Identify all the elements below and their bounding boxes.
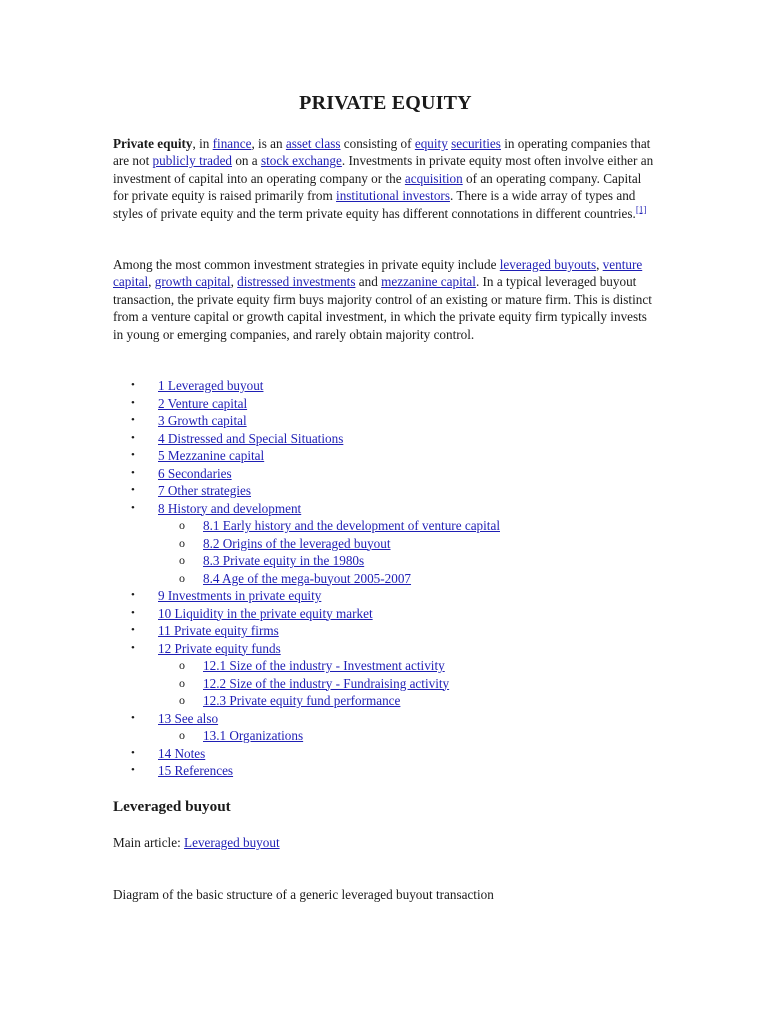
circle-bullet-icon: o [179, 518, 185, 532]
circle-bullet-icon: o [179, 570, 185, 585]
circle-bullet-icon: o [179, 728, 185, 742]
toc-link[interactable]: 3 Growth capital [158, 413, 247, 428]
toc-item [113, 395, 500, 413]
strategies-paragraph [113, 256, 658, 343]
main-article-link[interactable]: Leveraged buyout [184, 835, 280, 850]
text: , [148, 274, 155, 290]
reference-link[interactable]: [1] [635, 204, 647, 215]
link-leveraged-buyouts[interactable]: leveraged buyouts [499, 257, 597, 272]
toc-item [113, 482, 500, 500]
link-distressed-investments[interactable]: distressed investments [237, 274, 356, 290]
toc-subitem [113, 692, 500, 710]
bullet-icon: • [131, 711, 135, 724]
link-equity[interactable]: equity [414, 136, 448, 151]
toc-link[interactable]: 5 Mezzanine capital [158, 448, 265, 463]
toc-link[interactable]: 2 Venture capital [158, 395, 248, 411]
toc-link[interactable]: 7 Other strategies [158, 483, 252, 498]
link-securities[interactable]: securities [451, 136, 501, 151]
toc-link[interactable]: 8.1 Early history and the development of venture capital [203, 518, 500, 533]
circle-bullet-icon: o [179, 693, 185, 707]
toc-subitem [113, 675, 500, 693]
toc-item [113, 412, 500, 430]
page-title: PRIVATE EQUITY [299, 92, 472, 114]
toc-link[interactable]: 8.3 Private equity in the 1980s [203, 553, 365, 568]
bullet-icon: • [131, 484, 135, 496]
toc-link[interactable]: 14 Notes [158, 745, 206, 761]
text: , is an [251, 136, 286, 151]
bullet-icon: • [131, 466, 135, 479]
link-acquisition[interactable]: acquisition [404, 170, 463, 186]
bullet-icon: • [131, 379, 135, 391]
link-finance[interactable]: finance [212, 136, 252, 151]
link-venture-capital[interactable]: venture capital [113, 257, 643, 290]
text: , [230, 274, 238, 290]
toc-item [113, 762, 500, 780]
toc-link[interactable]: 4 Distressed and Special Situations [158, 430, 344, 446]
toc-link[interactable]: 12.3 Private equity fund performance [203, 693, 401, 708]
toc-link[interactable]: 10 Liquidity in the private equity market [158, 605, 373, 621]
circle-bullet-icon: o [179, 658, 185, 672]
bullet-icon: • [131, 624, 135, 636]
main-article-line [113, 834, 280, 851]
text: Among the most common investment strategies in private equity include [113, 257, 500, 272]
toc-item [113, 465, 500, 483]
toc-item [113, 745, 500, 763]
bullet-icon: • [131, 501, 135, 514]
text: on a [232, 153, 261, 169]
text: , in [192, 136, 213, 151]
toc-link[interactable]: 12 Private equity funds [158, 640, 281, 656]
toc-item [113, 377, 500, 395]
main-article-label: Main article: [113, 835, 185, 850]
toc-link[interactable]: 12.1 Size of the industry - Investment activity [203, 658, 445, 673]
intro-paragraph [113, 135, 658, 222]
toc-item [113, 710, 500, 728]
toc-subitem [113, 727, 500, 745]
bullet-icon: • [131, 449, 135, 461]
toc-item [113, 622, 500, 640]
link-institutional-investors[interactable]: institutional investors [336, 188, 450, 204]
toc-item [113, 640, 500, 658]
text: , [596, 257, 603, 272]
bullet-icon: • [131, 396, 135, 409]
bullet-icon: • [131, 606, 135, 619]
text: of an operating company. Capital for private equity is raised primarily from [113, 170, 642, 204]
bullet-icon: • [131, 746, 135, 759]
circle-bullet-icon: o [179, 553, 185, 567]
link-publicly-traded[interactable]: publicly traded [152, 153, 233, 169]
circle-bullet-icon: o [179, 535, 185, 550]
toc-item [113, 430, 500, 448]
toc-item [113, 447, 500, 465]
toc-item [113, 605, 500, 623]
toc-link[interactable]: 6 Secondaries [158, 465, 232, 481]
toc-link[interactable]: 1 Leveraged buyout [158, 378, 264, 393]
bullet-icon: • [131, 764, 135, 776]
link-growth-capital[interactable]: growth capital [154, 274, 231, 290]
toc-subitem [113, 517, 500, 535]
toc-link[interactable]: 8.4 Age of the mega-buyout 2005-2007 [203, 570, 412, 586]
toc-item [113, 587, 500, 605]
toc-subitem [113, 570, 500, 588]
toc-link[interactable]: 8 History and development [158, 500, 302, 516]
text: . There is a wide array of types and styles of private equity and the term private equity has different connotations in different countries. [113, 188, 636, 221]
bullet-icon: • [131, 589, 135, 601]
toc-subitem [113, 552, 500, 570]
bullet-icon: • [131, 431, 135, 444]
link-stock-exchange[interactable]: stock exchange [260, 153, 342, 169]
table-of-contents [113, 377, 500, 780]
link-asset-class[interactable]: asset class [285, 136, 341, 151]
bullet-icon: • [131, 641, 135, 654]
toc-item [113, 500, 500, 518]
text: in operating companies that are not [113, 136, 651, 169]
circle-bullet-icon: o [179, 675, 185, 690]
intro-bold-term: Private equity [113, 136, 193, 151]
toc-link[interactable]: 13.1 Organizations [203, 728, 304, 743]
bullet-icon: • [131, 414, 135, 426]
text: and [355, 274, 382, 290]
diagram-caption: Diagram of the basic structure of a generic leveraged buyout transaction [113, 887, 494, 902]
text: . In a typical leveraged buyout transaction, the private equity firm buys majority control of an existing or mature firm. This is distinct from a venture capital or growth capital investment, in which the private equity firm typically invests in young or emerging companies, and rarely obtain majority control. [113, 274, 652, 342]
toc-link[interactable]: 12.2 Size of the industry - Fundraising activity [203, 675, 450, 691]
text: . Investments in private equity most often involve either an investment of capital into an operating company or the [113, 153, 654, 186]
toc-link[interactable]: 8.2 Origins of the leveraged buyout [203, 535, 391, 551]
link-mezzanine-capital[interactable]: mezzanine capital [381, 274, 476, 290]
toc-subitem [113, 535, 500, 553]
toc-subitem [113, 657, 500, 675]
toc-link[interactable]: 15 References [158, 763, 234, 778]
section-heading: Leveraged buyout [113, 798, 231, 815]
toc-link[interactable]: 13 See also [158, 710, 219, 726]
toc-link[interactable]: 9 Investments in private equity [158, 588, 322, 603]
text: consisting of [340, 136, 415, 151]
toc-link[interactable]: 11 Private equity firms [158, 623, 279, 638]
